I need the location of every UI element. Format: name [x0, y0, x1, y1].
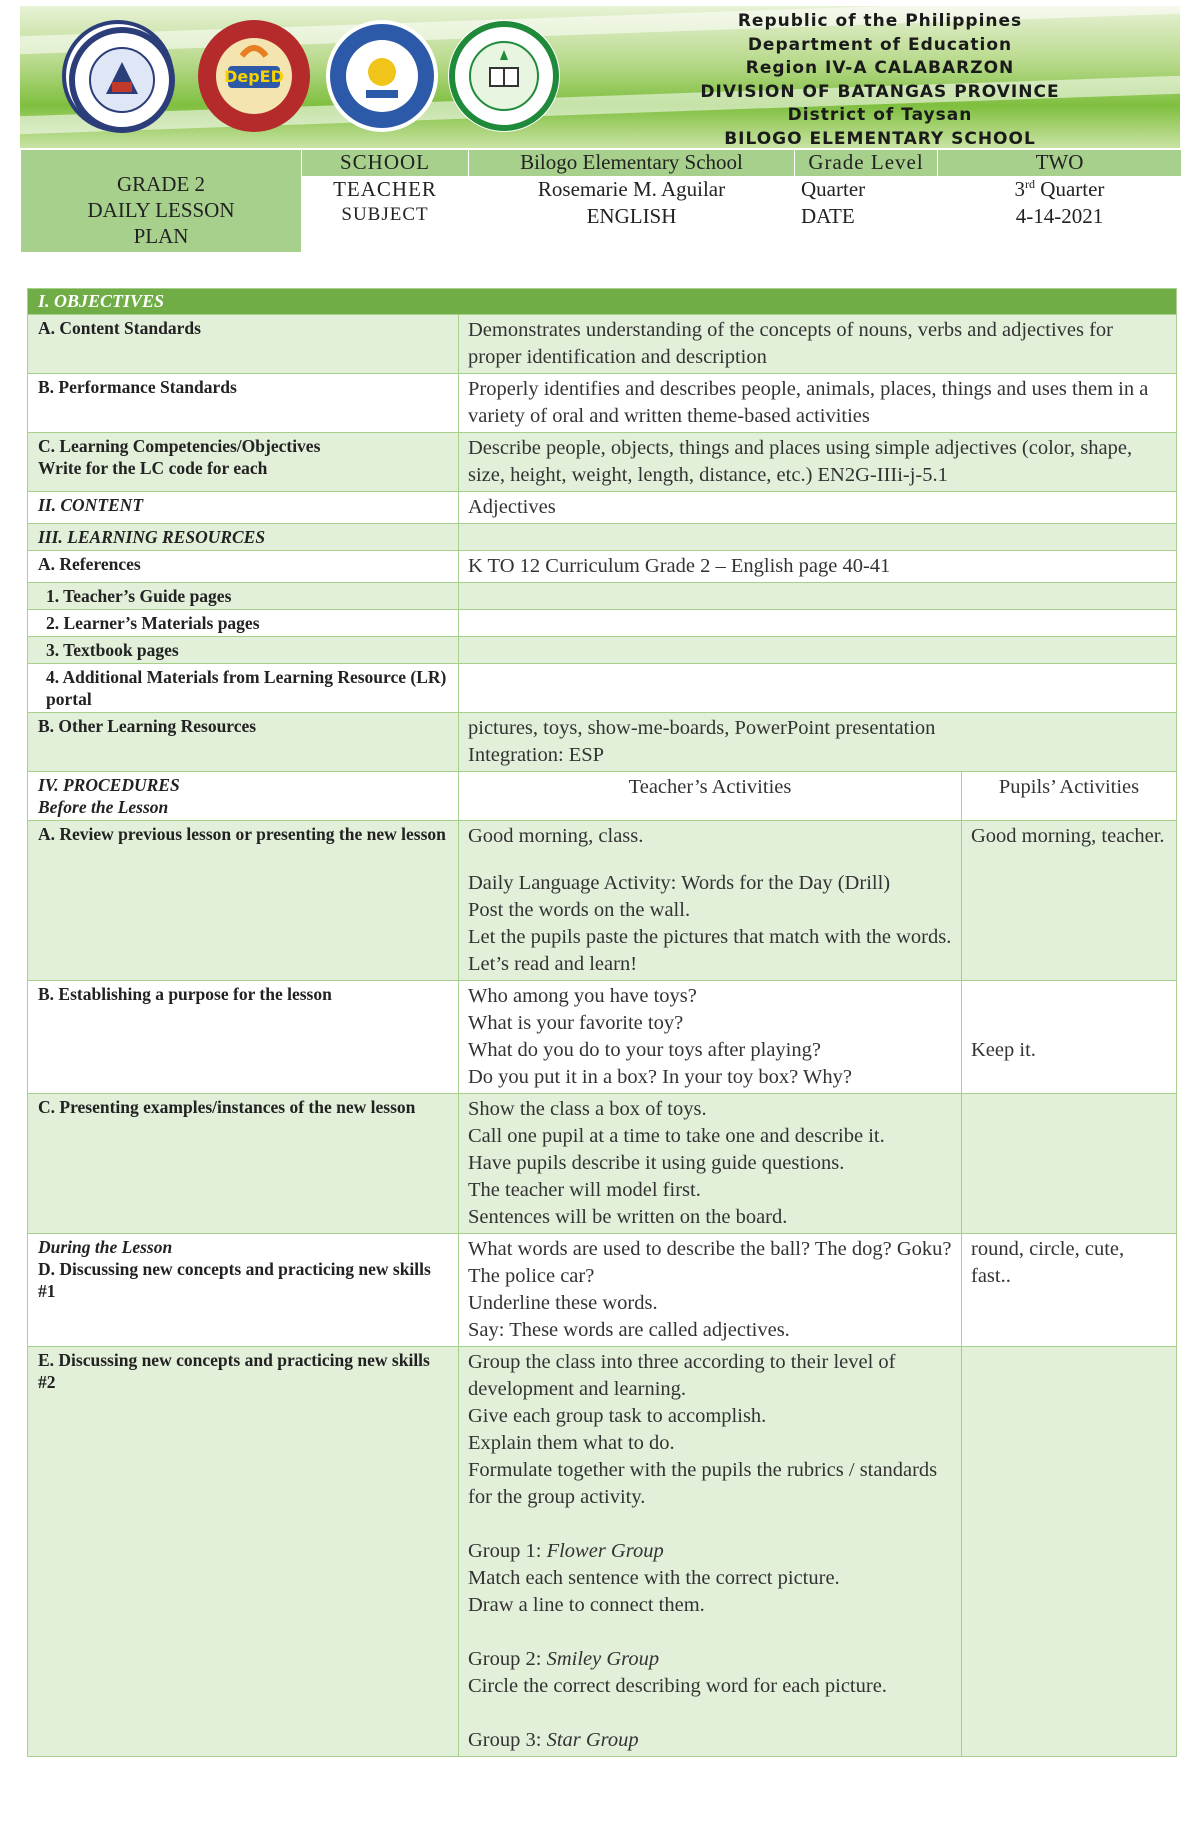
during-lesson-label: During the Lesson	[38, 1237, 173, 1257]
plan-title-line: GRADE 2	[116, 172, 206, 196]
lesson-info-table	[20, 149, 1182, 253]
additional-materials-label: 4. Additional Materials from Learning Resource (LR) portal	[28, 664, 459, 713]
deped-seal-icon	[62, 20, 174, 132]
pupils-activities-header: Pupils’ Activities	[962, 772, 1177, 821]
learners-materials-value	[459, 610, 1177, 637]
procedure-a-label: A. Review previous lesson or presenting the new lesson	[28, 821, 459, 981]
group-prefix: Group 3:	[468, 1729, 547, 1751]
group-1-heading	[468, 1538, 952, 1565]
activity-line: Post the words on the wall.	[468, 899, 691, 921]
school-value: Bilogo Elementary School	[469, 150, 795, 177]
group-3-heading	[468, 1727, 952, 1754]
header-line: District of Taysan	[787, 105, 973, 125]
spacer	[468, 1700, 952, 1727]
procedure-c-pupils	[962, 1094, 1177, 1234]
competencies-text: Describe people, objects, things and places using simple adjectives (color, shape, size, height, weight, length, distance, etc.) EN2G-IIIi-j-5.1	[459, 433, 1177, 492]
activity-line: What is your favorite toy?	[468, 1012, 684, 1034]
quarter-word: Quarter	[1035, 177, 1105, 201]
procedure-e-pupils	[962, 1347, 1177, 1757]
teacher-value: Rosemarie M. Aguilar	[469, 177, 795, 204]
date-label: DATE	[795, 204, 938, 253]
header-line: Republic of the Philippines	[737, 11, 1023, 31]
header-line: BILOGO ELEMENTARY SCHOOL	[724, 128, 1036, 148]
content-label: II. CONTENT	[28, 492, 459, 524]
group-name: Smiley Group	[546, 1648, 660, 1670]
procedure-a-pupils: Good morning, teacher.	[962, 821, 1177, 981]
activity-line: Match each sentence with the correct picture.	[468, 1567, 840, 1589]
grade-label: Grade Level	[795, 150, 938, 177]
procedure-a-teacher	[459, 821, 962, 981]
additional-materials-value	[459, 664, 1177, 713]
activity-line: Have pupils describe it using guide questions.	[468, 1152, 845, 1174]
procedure-c-label: C. Presenting examples/instances of the new lesson	[28, 1094, 459, 1234]
activity-line: Underline these words.	[468, 1292, 658, 1314]
textbook-value	[459, 637, 1177, 664]
procedures-heading: IV. PROCEDURES	[38, 775, 180, 795]
header-line: Region IV-A CALABARZON	[745, 58, 1015, 78]
plan-title-line: PLAN	[133, 224, 189, 248]
learners-materials-label: 2. Learner’s Materials pages	[28, 610, 459, 637]
header-line: DIVISION OF BATANGAS PROVINCE	[700, 81, 1060, 102]
other-resources-text	[459, 713, 1177, 772]
competencies-label-line: C. Learning Competencies/Objectives	[38, 436, 321, 456]
procedures-label	[28, 772, 459, 821]
competencies-label	[28, 433, 459, 492]
school-label: SCHOOL	[302, 150, 469, 177]
activity-line: Formulate together with the pupils the rubrics / standards for the group activity.	[468, 1459, 938, 1508]
activity-line: Give each group task to accomplish.	[468, 1405, 767, 1427]
activity-line: Circle the correct describing word for each picture.	[468, 1675, 887, 1697]
activity-line: What do you do to your toys after playing?	[468, 1039, 821, 1061]
content-text: Adjectives	[459, 492, 1177, 524]
teachers-guide-label: 1. Teacher’s Guide pages	[28, 583, 459, 610]
resources-empty	[459, 524, 1177, 551]
quarter-label: Quarter	[795, 177, 938, 204]
subject-value: ENGLISH	[469, 204, 795, 253]
plan-title	[21, 150, 302, 253]
lesson-plan-table	[27, 288, 1177, 1757]
textbook-label: 3. Textbook pages	[28, 637, 459, 664]
group-prefix: Group 2:	[468, 1648, 547, 1670]
before-lesson-label: Before the Lesson	[38, 797, 169, 817]
division-batangas-icon	[198, 20, 310, 132]
group-name: Flower Group	[546, 1540, 664, 1562]
group-name: Star Group	[546, 1729, 639, 1751]
activity-line: Sentences will be written on the board.	[468, 1206, 788, 1228]
procedure-c-teacher	[459, 1094, 962, 1234]
district-taysan-icon	[326, 20, 438, 132]
procedure-d-teacher	[459, 1234, 962, 1347]
activity-line: Good morning, class.	[468, 825, 644, 847]
subject-label: SUBJECT	[302, 204, 469, 253]
activity-line: Say: These words are called adjectives.	[468, 1319, 790, 1341]
quarter-suffix: rd	[1025, 177, 1036, 191]
plan-title-line: DAILY LESSON	[87, 198, 235, 222]
procedure-e-teacher	[459, 1347, 962, 1757]
date-value: 4-14-2021	[938, 204, 1182, 253]
objectives-heading: I. OBJECTIVES	[28, 289, 1177, 315]
references-text: K TO 12 Curriculum Grade 2 – English page 40-41	[459, 551, 1177, 583]
procedure-d-title: D. Discussing new concepts and practicing new skills #1	[38, 1259, 431, 1301]
procedure-b-pupils: Keep it.	[962, 981, 1177, 1094]
teachers-guide-value	[459, 583, 1177, 610]
grade-value: TWO	[938, 150, 1182, 177]
activity-line: The teacher will model first.	[468, 1179, 701, 1201]
other-resources-line: pictures, toys, show-me-boards, PowerPoint presentation	[468, 717, 936, 739]
procedure-d-pupils: round, circle, cute, fast..	[962, 1234, 1177, 1347]
procedure-e-label: E. Discussing new concepts and practicing new skills #2	[28, 1347, 459, 1757]
performance-standards-text: Properly identifies and describes people, animals, places, things and uses them in a variety of oral and written theme-based activities	[459, 374, 1177, 433]
spacer	[468, 1511, 952, 1538]
activity-line: Who among you have toys?	[468, 985, 697, 1007]
svg-text:DepED: DepED	[224, 67, 284, 86]
quarter-number: 3	[1014, 177, 1026, 201]
activity-line: Explain them what to do.	[468, 1432, 675, 1454]
procedure-b-teacher	[459, 981, 962, 1094]
government-header	[610, 10, 1150, 148]
group-2-heading	[468, 1646, 952, 1673]
activity-line: Draw a line to connect them.	[468, 1594, 705, 1616]
header-banner	[20, 6, 1180, 148]
spacer	[468, 850, 952, 870]
bilogo-school-icon	[448, 20, 560, 132]
content-standards-text: Demonstrates understanding of the concepts of nouns, verbs and adjectives for proper identification and description	[459, 315, 1177, 374]
procedure-d-label	[28, 1234, 459, 1347]
activity-line: Daily Language Activity: Words for the Day (Drill)	[468, 872, 891, 894]
activity-line: Do you put it in a box? In your toy box? Why?	[468, 1066, 852, 1088]
activity-line: Group the class into three according to their level of development and learning.	[468, 1351, 896, 1400]
activity-line: Call one pupil at a time to take one and describe it.	[468, 1125, 885, 1147]
teacher-activities-header: Teacher’s Activities	[459, 772, 962, 821]
quarter-value	[938, 177, 1182, 204]
activity-line: Let the pupils paste the pictures that match with the words. Let’s read and learn!	[468, 926, 952, 975]
performance-standards-label: B. Performance Standards	[28, 374, 459, 433]
procedure-b-label: B. Establishing a purpose for the lesson	[28, 981, 459, 1094]
other-resources-label: B. Other Learning Resources	[28, 713, 459, 772]
spacer	[468, 1619, 952, 1646]
teacher-label: TEACHER	[302, 177, 469, 204]
activity-line: What words are used to describe the ball? The dog? Goku? The police car?	[468, 1238, 952, 1287]
resources-label: III. LEARNING RESOURCES	[28, 524, 459, 551]
content-standards-label: A. Content Standards	[28, 315, 459, 374]
activity-line: Show the class a box of toys.	[468, 1098, 707, 1120]
references-label: A. References	[28, 551, 459, 583]
competencies-label-line: Write for the LC code for each	[38, 458, 268, 478]
header-line: Department of Education	[747, 34, 1013, 55]
group-prefix: Group 1:	[468, 1540, 547, 1562]
other-resources-line: Integration: ESP	[468, 744, 605, 766]
